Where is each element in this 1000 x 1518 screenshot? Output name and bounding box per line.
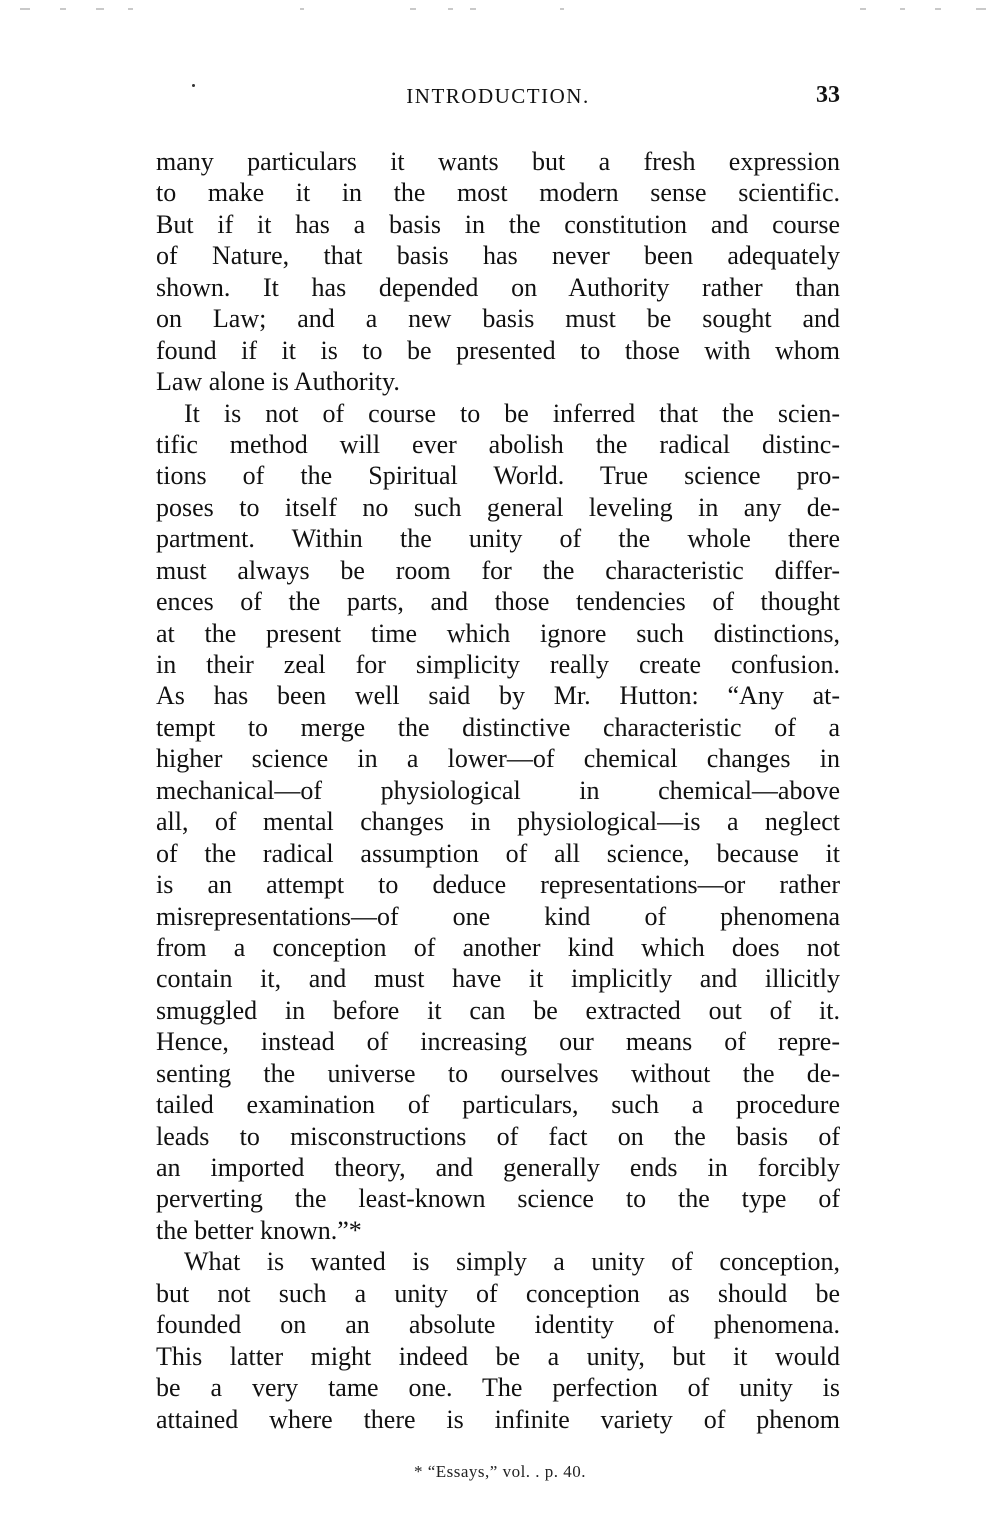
text-line: senting the universe to ourselves without the de- <box>156 1058 840 1088</box>
text-line: partment. Within the unity of the whole there <box>156 524 840 554</box>
text-line: This latter might indeed be a unity, but it would <box>156 1341 840 1371</box>
text-line: tific method will ever abolish the radical distinc- <box>156 429 840 459</box>
text-line: of the radical assumption of all science, because it <box>156 838 840 868</box>
text-line: It is not of course to be inferred that the scien- <box>184 398 840 428</box>
text-line: higher science in a lower—of chemical changes in <box>156 744 840 774</box>
text-line: As has been well said by Mr. Hutton: “Any at- <box>156 681 840 711</box>
text-line: perverting the least-known science to the type of <box>156 1184 840 1214</box>
text-line: of Nature, that basis has never been adequately <box>156 241 840 271</box>
text-line: be a very tame one. The perfection of unity is <box>156 1373 840 1403</box>
text-line: smuggled in before it can be extracted out of it. <box>156 995 840 1025</box>
text-line: Hence, instead of increasing our means of repre- <box>156 1027 840 1057</box>
text-line: attained where there is infinite variety of phenom <box>156 1404 840 1434</box>
text-line: found if it is to be presented to those with whom <box>156 335 840 365</box>
text-line: misrepresentations—of one kind of phenomena <box>156 901 840 931</box>
text-line: What is wanted is simply a unity of conception, <box>184 1247 840 1277</box>
body-text <box>156 146 840 1435</box>
text-line: mechanical—of physiological in chemical—above <box>156 775 840 805</box>
text-line: leads to misconstructions of fact on the basis of <box>156 1121 840 1151</box>
text-line: is an attempt to deduce representations—or rather <box>156 870 840 900</box>
text-line: Law alone is Authority. <box>156 367 400 397</box>
text-line: poses to itself no such general leveling in any de- <box>156 492 840 522</box>
text-line: contain it, and must have it implicitly and illicitly <box>156 964 840 994</box>
text-line: at the present time which ignore such distinctions, <box>156 618 840 648</box>
text-line: in their zeal for simplicity really create confusion. <box>156 650 840 679</box>
text-line: the better known.”* <box>156 1215 362 1245</box>
text-line: tions of the Spiritual World. True science pro- <box>156 461 840 491</box>
running-head <box>156 84 840 114</box>
text-line: but not such a unity of conception as should be <box>156 1278 840 1308</box>
scan-edge-marks <box>0 0 1000 14</box>
text-line: must always be room for the characteristic differ- <box>156 555 840 585</box>
running-head-title: INTRODUCTION. <box>406 84 590 108</box>
text-line: from a conception of another kind which does not <box>156 932 840 962</box>
text-line: to make it in the most modern sense scientific. <box>156 178 840 208</box>
text-line: founded on an absolute identity of phenomena. <box>156 1310 840 1340</box>
text-line: But if it has a basis in the constitution and course <box>156 209 840 239</box>
text-line: all, of mental changes in physiological—is a neglect <box>156 807 840 837</box>
page-number: 33 <box>816 82 840 108</box>
text-line: an imported theory, and generally ends in forcibly <box>156 1153 840 1182</box>
text-line: tempt to merge the distinctive characteristic of a <box>156 712 840 742</box>
text-line: on Law; and a new basis must be sought and <box>156 304 840 334</box>
text-line: shown. It has depended on Authority rather than <box>156 272 840 302</box>
text-line: ences of the parts, and those tendencies of thought <box>156 587 840 617</box>
text-line: many particulars it wants but a fresh expression <box>156 147 840 176</box>
footnote: * “Essays,” vol. . p. 40. <box>413 1462 587 1481</box>
text-line: tailed examination of particulars, such a procedure <box>156 1090 840 1120</box>
